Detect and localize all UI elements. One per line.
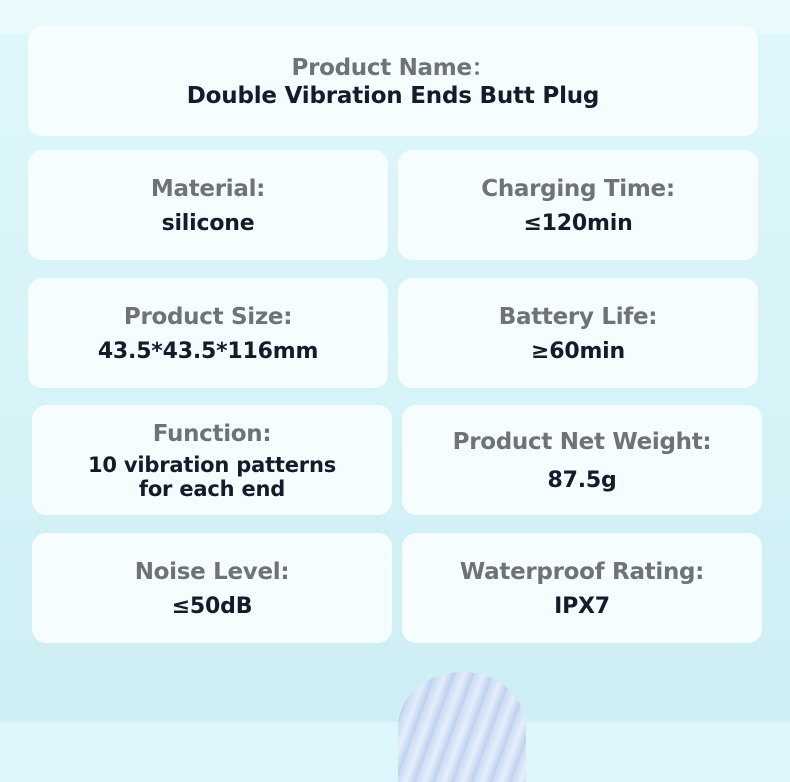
- product-name-card: [28, 26, 758, 136]
- material-value: silicone: [161, 210, 255, 236]
- waterproof-value: IPX7: [554, 593, 610, 619]
- product-size-label: Product Size:: [123, 303, 293, 330]
- noise-level-value: ≤50dB: [171, 593, 253, 619]
- product-name-label: Product Name：: [291, 54, 495, 81]
- function-value-line-1: 10 vibration patterns: [87, 453, 337, 477]
- noise-level-label: Noise Level:: [134, 558, 290, 585]
- waterproof-label: Waterproof Rating:: [459, 558, 705, 585]
- waterproof-card: [402, 533, 762, 643]
- net-weight-card: [402, 405, 762, 515]
- material-label: Material:: [150, 175, 266, 202]
- noise-level-card: [32, 533, 392, 643]
- product-size-card: [28, 278, 388, 388]
- function-value-line-2: for each end: [138, 477, 286, 501]
- function-value: [88, 453, 336, 501]
- charging-time-card: [398, 150, 758, 260]
- charging-time-label: Charging Time:: [481, 175, 675, 202]
- function-label: Function:: [152, 421, 272, 447]
- net-weight-value: 87.5g: [547, 467, 617, 493]
- material-card: [28, 150, 388, 260]
- charging-time-value: ≤120min: [523, 210, 633, 236]
- battery-life-card: [398, 278, 758, 388]
- function-card: [32, 405, 392, 515]
- battery-life-value: ≥60min: [531, 338, 625, 364]
- net-weight-label: Product Net Weight:: [452, 428, 712, 455]
- product-name-value: Double Vibration Ends Butt Plug: [186, 82, 600, 109]
- battery-life-label: Battery Life:: [498, 303, 658, 330]
- product-size-value: 43.5*43.5*116mm: [97, 338, 319, 364]
- product-image: [398, 672, 526, 782]
